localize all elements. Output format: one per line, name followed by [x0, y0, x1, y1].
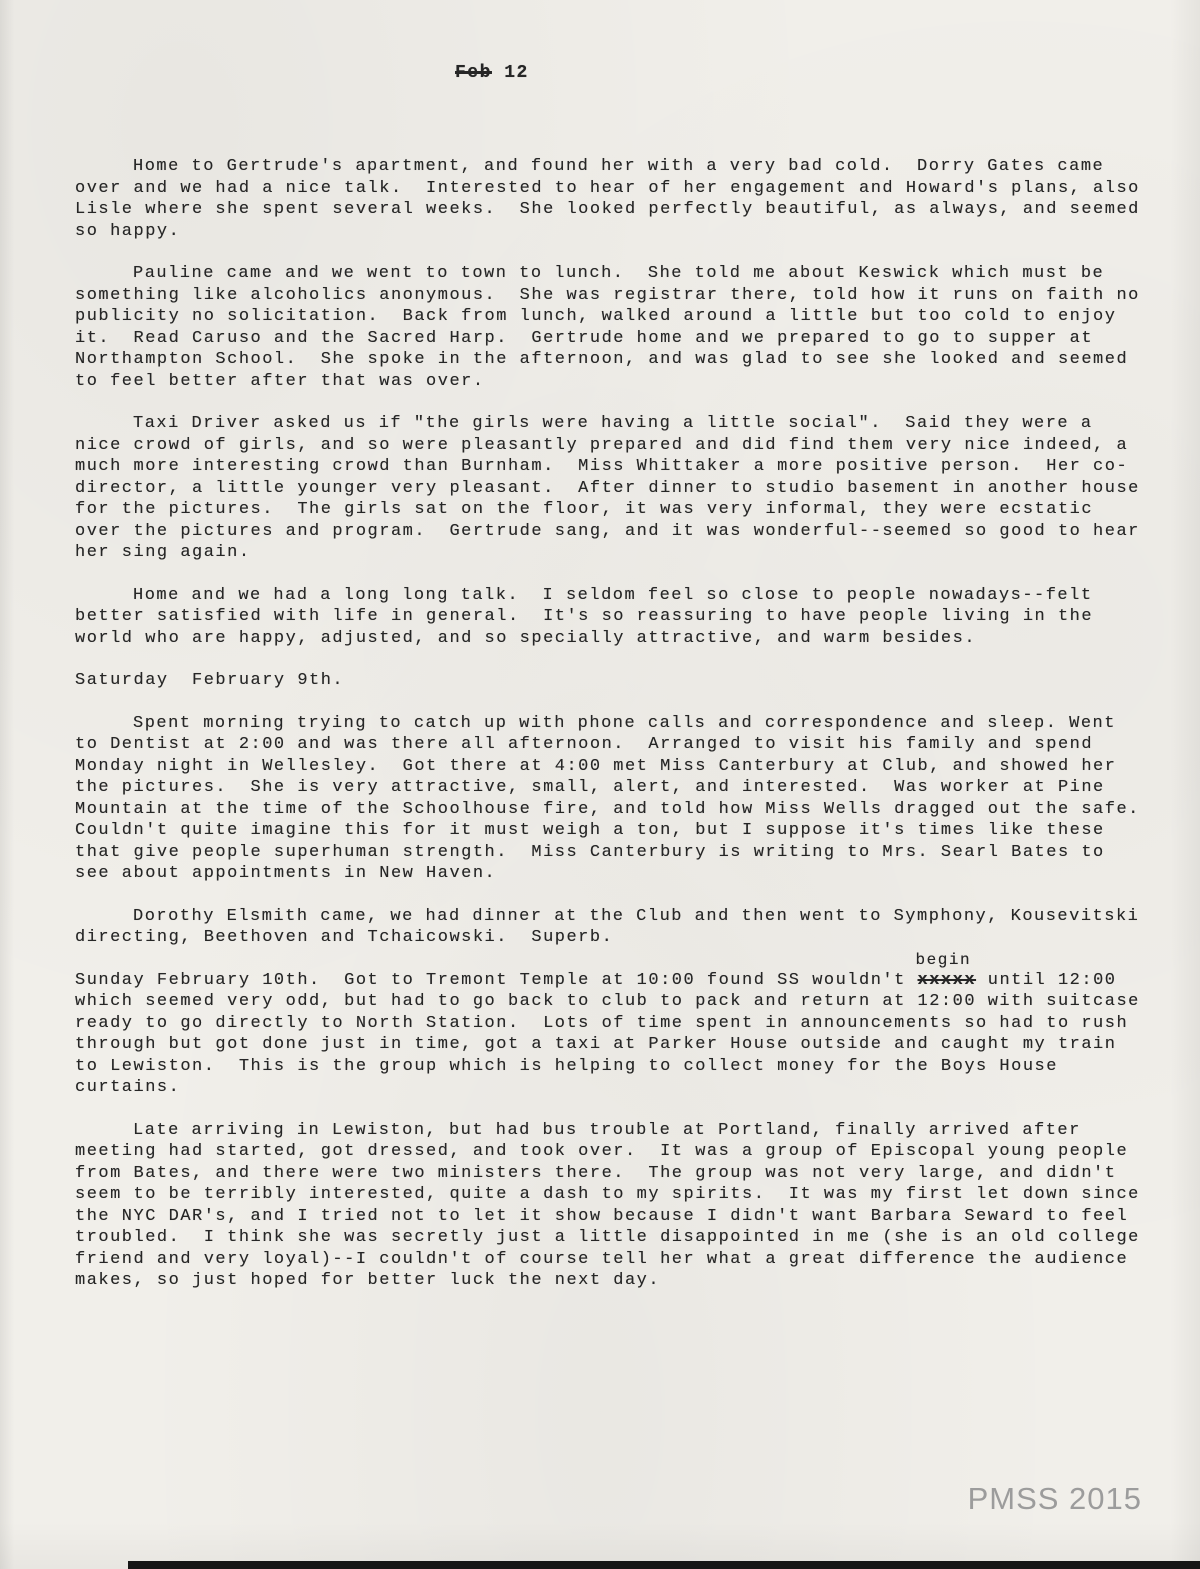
- sunday-text-before: Sunday February 10th. Got to Tremont Temple at 10:00 found SS wouldn't: [75, 970, 918, 990]
- paragraph-lewiston-arrival: Late arriving in Lewiston, but had bus trouble at Portland, finally arrived after meeting had started, got dressed, and took over. It was a group of Episcopal young people from Bates, and there were two ministers there. The group was not very large, and didn't seem to be terribly interested, quite a dash to my spirits. It was my first let down since the NYC DAR's, and I tried not to let it show because I didn't want Barbara Seward to feel troubled. I think she was secretly just a little disappointed in me (she is an old college friend and very loyal)--I couldn't of course tell her what a great difference the audience makes, so just hoped for better luck the next day.: [75, 1120, 1152, 1290]
- document-body: [75, 156, 1164, 1292]
- sunday-text-after: until 12:00 which seemed very odd, but had to go back to club to pack and return at 12:00 with suitcase ready to go directly to North Station. Lots of time spent in announcements so had to rush through but got done just in time, got a taxi at Parker House outside and caught my train to Lewiston. This is the group which is helping to collect money for the Boys House curtains.: [75, 970, 1152, 1097]
- overstruck-word: Feb: [455, 63, 492, 83]
- pmss-watermark: PMSS 2015: [967, 1481, 1142, 1516]
- paragraph-pauline-lunch: Pauline came and we went to town to lunch. She told me about Keswick which must be something like alcoholics anonymous. She was registrar there, told how it runs on faith no publicity no solicitation. Back from lunch, walked around a little but too cold to enjoy it. Read Caruso and the Sacred Harp. Gertrude home and we prepared to go to supper at Northampton School. She spoke in the afternoon, and was glad to see she looked and seemed to feel better after that was over.: [75, 264, 1152, 391]
- paragraph-saturday-entry: Spent morning trying to catch up with phone calls and correspondence and sleep. Went to Dentist at 2:00 and was there all afternoon. Arranged to visit his family and spend Monday night in Wellesley. Got there at 4:00 met Miss Canterbury at Club, and showed her the pictures. She is very attractive, small, alert, and interested. Was worker at Pine Mountain at the time of the Schoolhouse fire, and told how Miss Wells dragged out the safe. Couldn't quite imagine this for it must weigh a ton, but I suppose it's times like these that give people superhuman strength. Miss Canterbury is writing to Mrs. Searl Bates to see about appointments in New Haven.: [75, 713, 1164, 883]
- paragraph-long-talk: Home and we had a long long talk. I seldom feel so close to people nowadays--felt better satisfied with life in general. It's so reassuring to have people living in the world who are happy, adjusted, and so specially attractive, and warm besides.: [75, 585, 1105, 648]
- typed-correction: [915, 950, 977, 992]
- scan-edge-artifact: [128, 1561, 1200, 1569]
- struck-out-word: xxxxx: [917, 970, 977, 990]
- inserted-word-begin: begin: [915, 950, 972, 969]
- paragraph-dorothy-elsmith: Dorothy Elsmith came, we had dinner at the Club and then went to Symphony, Kousevitski directing, Beethoven and Tchaicowski. Superb.: [75, 906, 1152, 947]
- page-number: 12: [504, 63, 529, 83]
- page-header: [0, 62, 1200, 84]
- paragraph-taxi-driver: Taxi Driver asked us if "the girls were having a little social". Said they were a nice crowd of girls, and so were pleasantly prepared and did find them very nice indeed, a much more interesting crowd than Burnham. Miss Whittaker a more positive person. Her co-director, a little younger very pleasant. After dinner to studio basement in another house for the pictures. The girls sat on the floor, it was very informal, they were ecstatic over the pictures and program. Gertrude sang, and it was wonderful--seemed so good to hear her sing again.: [75, 414, 1152, 562]
- date-heading-saturday: Saturday February 9th.: [75, 671, 345, 690]
- paragraph-gertrude-apartment: Home to Gertrude's apartment, and found her with a very bad cold. Dorry Gates came over and we had a nice talk. Interested to hear of her engagement and Howard's plans, also Lisle where she spent several weeks. She looked perfectly beautiful, as always, and seemed so happy.: [75, 157, 1152, 241]
- paragraph-sunday-entry: [75, 950, 1152, 1099]
- header-space: [492, 63, 504, 83]
